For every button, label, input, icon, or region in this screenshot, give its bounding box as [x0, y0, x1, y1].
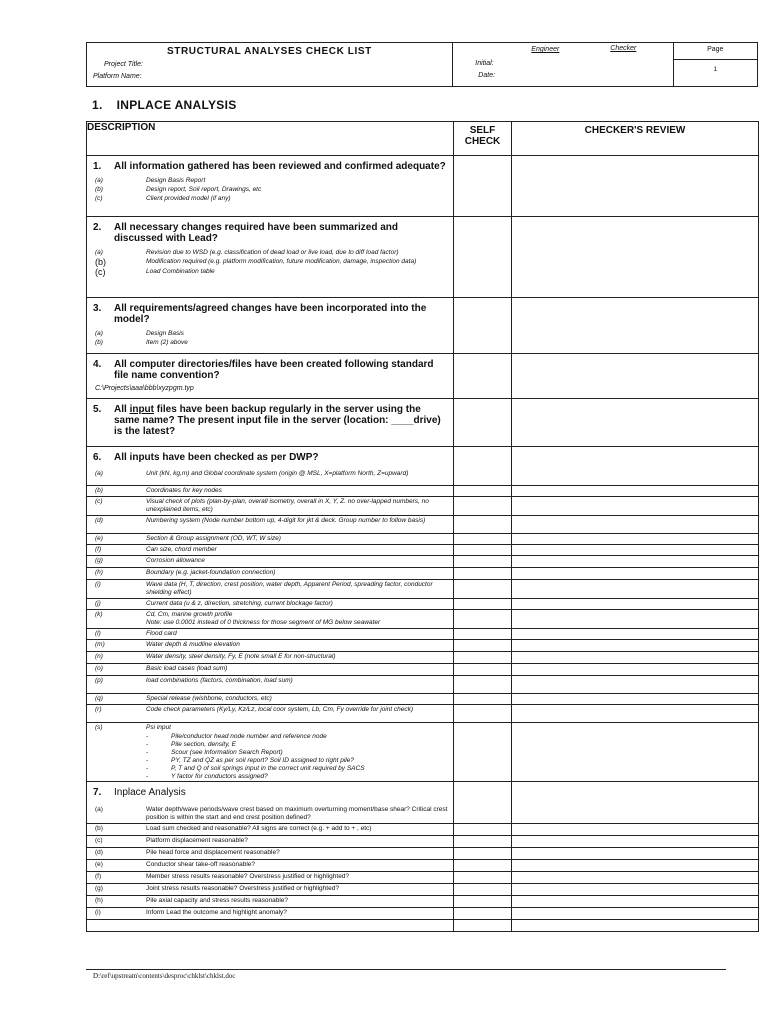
list-item: (h) Boundary (e.g. jacket-foundation connection) [95, 568, 276, 576]
list-item: (n) Water density, steel density, Fy, E (note small E for non-structural) [95, 652, 336, 660]
date-label: Date: [478, 72, 496, 79]
table-row [87, 781, 759, 803]
table-row [87, 217, 759, 298]
self-check-cell[interactable] [454, 781, 512, 803]
self-check-cell[interactable] [454, 871, 512, 883]
table-row [87, 907, 759, 919]
question-number: 4. [93, 359, 102, 370]
checkers-review-cell[interactable] [512, 651, 759, 663]
table-row [87, 722, 759, 781]
checkers-review-cell[interactable] [512, 399, 759, 447]
list-item: (p) load combinations (factors, combination, load sum) [95, 676, 293, 684]
checkers-review-cell[interactable] [512, 447, 759, 468]
table-row [87, 871, 759, 883]
checkers-review-cell[interactable] [512, 919, 759, 931]
list-item: - Y factor for conductors assigned? [146, 772, 268, 780]
table-row [87, 675, 759, 693]
self-check-cell[interactable] [454, 847, 512, 859]
table-header-row [87, 122, 759, 156]
self-check-cell[interactable] [454, 399, 512, 447]
engineer-label: Engineer [531, 46, 560, 53]
platform-name-label: Platform Name: [93, 73, 142, 80]
self-check-cell[interactable] [454, 919, 512, 931]
table-row [87, 354, 759, 399]
list-item: (o) Basic load cases (load sum) [95, 664, 228, 672]
list-item: (e) Conductor shear take-off reasonable? [95, 860, 256, 868]
list-item: - Scour (see Information Search Report) [146, 748, 283, 756]
col-self-check: SELF CHECK [454, 122, 512, 156]
question-number: 6. [93, 452, 102, 463]
table-row [87, 883, 759, 895]
list-item: (f) Member stress results reasonable? Overstress justified or highlighted? [95, 872, 350, 880]
question-number: 1. [93, 161, 102, 172]
self-check-cell[interactable] [454, 533, 512, 544]
section-number: 1. [92, 98, 103, 112]
table-row [87, 895, 759, 907]
list-item: (a) Design Basis Report [95, 177, 206, 184]
checkers-review-cell[interactable] [512, 496, 759, 515]
checkers-review-cell[interactable] [512, 895, 759, 907]
question-text: All necessary changes required have been summarized and discussed with Lead? [114, 222, 399, 244]
self-check-cell[interactable] [454, 823, 512, 835]
initial-label: Initial: [475, 60, 494, 67]
checkers-review-cell[interactable] [512, 781, 759, 803]
list-item: (f) Can size, chord member [95, 545, 217, 553]
checkers-review-cell[interactable] [512, 835, 759, 847]
header-page-cell [673, 43, 757, 87]
table-row [87, 704, 759, 722]
list-item: (c) Visual check of plots (plan-by-plan, overall isometry, overall in X, Y, Z. no over-lapped numbers, no unexplained items, etc) [95, 497, 429, 513]
file-path-example: C:\Projects\aaa\bbb\xyzpgm.typ [95, 385, 194, 392]
table-row [87, 156, 759, 217]
self-check-cell[interactable] [454, 467, 512, 485]
list-item: (s) Psi input [95, 723, 171, 731]
section-heading [92, 98, 237, 112]
list-item: (j) Current data (u & z, direction, stretching, current blockage factor) [95, 599, 333, 607]
self-check-cell[interactable] [454, 663, 512, 675]
checkers-review-cell[interactable] [512, 533, 759, 544]
self-check-cell[interactable] [454, 515, 512, 533]
document-header [86, 42, 758, 87]
checkers-review-cell[interactable] [512, 883, 759, 895]
self-check-cell[interactable] [454, 895, 512, 907]
table-row [87, 567, 759, 579]
checkers-review-cell[interactable] [512, 156, 759, 217]
question-text: All requirements/agreed changes have been incorporated into the model? [114, 303, 427, 325]
self-check-cell[interactable] [454, 693, 512, 704]
table-row [87, 803, 759, 823]
checkers-review-cell[interactable] [512, 722, 759, 781]
self-check-cell[interactable] [454, 555, 512, 567]
self-check-cell[interactable] [454, 675, 512, 693]
list-item: (b) Item (2) above [95, 339, 188, 346]
self-check-cell[interactable] [454, 598, 512, 609]
checkers-review-cell[interactable] [512, 467, 759, 485]
list-item: (h) Pile axial capacity and stress results reasonable? [95, 896, 288, 904]
section-title: INPLACE ANALYSIS [116, 98, 237, 112]
question-text: All computer directories/files have been created following standard file name convention? [114, 359, 434, 381]
checkers-review-cell[interactable] [512, 579, 759, 598]
table-row [87, 579, 759, 598]
question-text: All input files have been backup regularly in the server using the same name? The present input file in the server (location: ____drive) is the latest? [114, 404, 441, 437]
description-cell [87, 217, 454, 298]
checkers-review-cell[interactable] [512, 871, 759, 883]
self-check-cell[interactable] [454, 859, 512, 871]
page-number: 1 [713, 66, 718, 73]
question-number: 3. [93, 303, 102, 314]
table-row [87, 919, 759, 931]
list-item: (e) Section & Group assignment (OD, WT, W size) [95, 534, 281, 542]
table-row [87, 847, 759, 859]
checkers-review-cell[interactable] [512, 847, 759, 859]
list-item: (q) Special release (wishbone, conductors, etc) [95, 694, 272, 702]
footer-divider [86, 969, 726, 970]
question-number: 7. [93, 786, 102, 798]
question-text: Inplace Analysis [114, 786, 186, 798]
table-row [87, 447, 759, 468]
table-row [87, 609, 759, 628]
list-item: (r) Code check parameters (Ky/Ly, Kz/Lz, local coor system, Lb, Cm, Fy override for joint check) [95, 705, 414, 713]
list-item: (a) Unit (kN, kg,m) and Global coordinate system (origin @ MSL, X=platform North, Z=upward) [95, 470, 409, 477]
list-item: (c) Client provided model (if any) [95, 195, 231, 202]
list-item: (a) Water depth/wave periods/wave crest based on maximum overturning moment/base shear? Critical crest position is within the start and end crest position defined? [95, 806, 448, 821]
list-item: - PY, TZ and QZ as per soil report? Soil ID assigned to right pile? [146, 756, 354, 764]
project-title-label: Project Title: [104, 61, 143, 68]
header-signoff-cell [453, 43, 673, 87]
self-check-cell[interactable] [454, 217, 512, 298]
table-row [87, 533, 759, 544]
header-title-cell [87, 43, 453, 87]
table-row [87, 598, 759, 609]
table-row [87, 628, 759, 639]
table-row [87, 651, 759, 663]
list-item: (k) Cd, Cm, marine growth profile Note: use 0.0001 instead of 0 thickness for those segment of MG below seawater [95, 610, 381, 626]
list-item: (c) Load Combination table [95, 267, 215, 277]
self-check-cell[interactable] [454, 651, 512, 663]
list-item: (i) Inform Lead the outcome and highlight anomaly? [95, 908, 287, 916]
self-check-cell[interactable] [454, 447, 512, 468]
table-row [87, 515, 759, 533]
list-item: - Pile/conductor head node number and reference node [146, 732, 327, 740]
self-check-cell[interactable] [454, 639, 512, 651]
description-cell [87, 399, 454, 447]
self-check-cell[interactable] [454, 496, 512, 515]
table-row [87, 555, 759, 567]
table-row [87, 496, 759, 515]
question-number: 2. [93, 222, 102, 233]
table-row [87, 639, 759, 651]
table-row [87, 823, 759, 835]
document-title: STRUCTURAL ANALYSES CHECK LIST [167, 46, 372, 57]
self-check-cell[interactable] [454, 579, 512, 598]
self-check-cell[interactable] [454, 883, 512, 895]
list-item: (d) Numbering system (Node number bottom up, 4-digit for jkt & deck. Group number to follow basis) [95, 516, 426, 524]
question-text: All information gathered has been reviewed and confirmed adequate? [114, 161, 446, 172]
self-check-cell[interactable] [454, 567, 512, 579]
self-check-cell[interactable] [454, 835, 512, 847]
self-check-cell[interactable] [454, 609, 512, 628]
table-row [87, 298, 759, 354]
list-item: (b) Load sum checked and reasonable? All signs are correct (e.g. + add to + , etc) [95, 824, 372, 832]
description-cell [87, 298, 454, 354]
checkers-review-cell[interactable] [512, 859, 759, 871]
page-label: Page [674, 43, 757, 60]
self-check-cell[interactable] [454, 722, 512, 781]
checkers-review-cell[interactable] [512, 628, 759, 639]
question-text: All inputs have been checked as per DWP? [114, 452, 319, 463]
col-description: DESCRIPTION [87, 122, 454, 156]
self-check-cell[interactable] [454, 156, 512, 217]
footer-file-path: D:\ref\upstream\contents\desproc\chklst\chklst.doc [93, 972, 236, 980]
checkers-review-cell[interactable] [512, 823, 759, 835]
table-row [87, 693, 759, 704]
list-item: (i) Wave data (H, T, direction, crest position, water depth, Apparent Period, spreading factor, conductor shielding effect) [95, 580, 433, 596]
col-checkers-review: CHECKER'S REVIEW [512, 122, 759, 156]
table-row [87, 467, 759, 485]
list-item: (l) Flood card [95, 629, 177, 637]
self-check-cell[interactable] [454, 803, 512, 823]
self-check-cell[interactable] [454, 354, 512, 399]
self-check-cell[interactable] [454, 544, 512, 555]
self-check-cell[interactable] [454, 298, 512, 354]
checkers-review-cell[interactable] [512, 217, 759, 298]
checkers-review-cell[interactable] [512, 609, 759, 628]
checkers-review-cell[interactable] [512, 639, 759, 651]
self-check-cell[interactable] [454, 628, 512, 639]
checkers-review-cell[interactable] [512, 803, 759, 823]
description-cell [87, 156, 454, 217]
table-row [87, 399, 759, 447]
table-row [87, 663, 759, 675]
checkers-review-cell[interactable] [512, 485, 759, 496]
table-row [87, 835, 759, 847]
checkers-review-cell[interactable] [512, 515, 759, 533]
checkers-review-cell[interactable] [512, 555, 759, 567]
checkers-review-cell[interactable] [512, 675, 759, 693]
list-item: (a) Design Basis [95, 330, 184, 337]
checkers-review-cell[interactable] [512, 298, 759, 354]
self-check-cell[interactable] [454, 907, 512, 919]
checkers-review-cell[interactable] [512, 544, 759, 555]
list-item: (b) Modification required (e.g. platform modification, future modification, damage, inspection data) [95, 257, 417, 267]
list-item: - Pile section, density, E [146, 740, 236, 748]
list-item: - P, T and Q of soil springs input in the correct unit required by SACS [146, 764, 365, 772]
checkers-review-cell[interactable] [512, 567, 759, 579]
checkers-review-cell[interactable] [512, 354, 759, 399]
table-row [87, 485, 759, 496]
list-item: (m) Water depth & mudline elevation [95, 640, 240, 648]
checkers-review-cell[interactable] [512, 663, 759, 675]
checker-label: Checker [610, 45, 637, 52]
table-row [87, 859, 759, 871]
checkers-review-cell[interactable] [512, 907, 759, 919]
list-item: (g) Corrosion allowance [95, 556, 205, 564]
checklist-table [86, 121, 759, 932]
table-row [87, 544, 759, 555]
list-item: (d) Pile head force and displacement reasonable? [95, 848, 280, 856]
description-cell [87, 447, 454, 468]
self-check-cell[interactable] [454, 485, 512, 496]
checkers-review-cell[interactable] [512, 598, 759, 609]
checkers-review-cell[interactable] [512, 693, 759, 704]
checkers-review-cell[interactable] [512, 704, 759, 722]
self-check-cell[interactable] [454, 704, 512, 722]
list-item: (g) Joint stress results reasonable? Overstress justified or highlighted? [95, 884, 339, 892]
list-item: (b) Design report, Soil report, Drawings, etc [95, 186, 262, 193]
description-cell [87, 354, 454, 399]
question-number: 5. [93, 404, 102, 415]
list-item: (a) Revision due to WSD (e.g. classification of dead load or live load, due to diff load factor) [95, 249, 399, 256]
list-item: (c) Platform displacement reasonable? [95, 836, 248, 844]
description-cell [87, 781, 454, 803]
list-item: (b) Coordinates for key nodes [95, 486, 222, 494]
